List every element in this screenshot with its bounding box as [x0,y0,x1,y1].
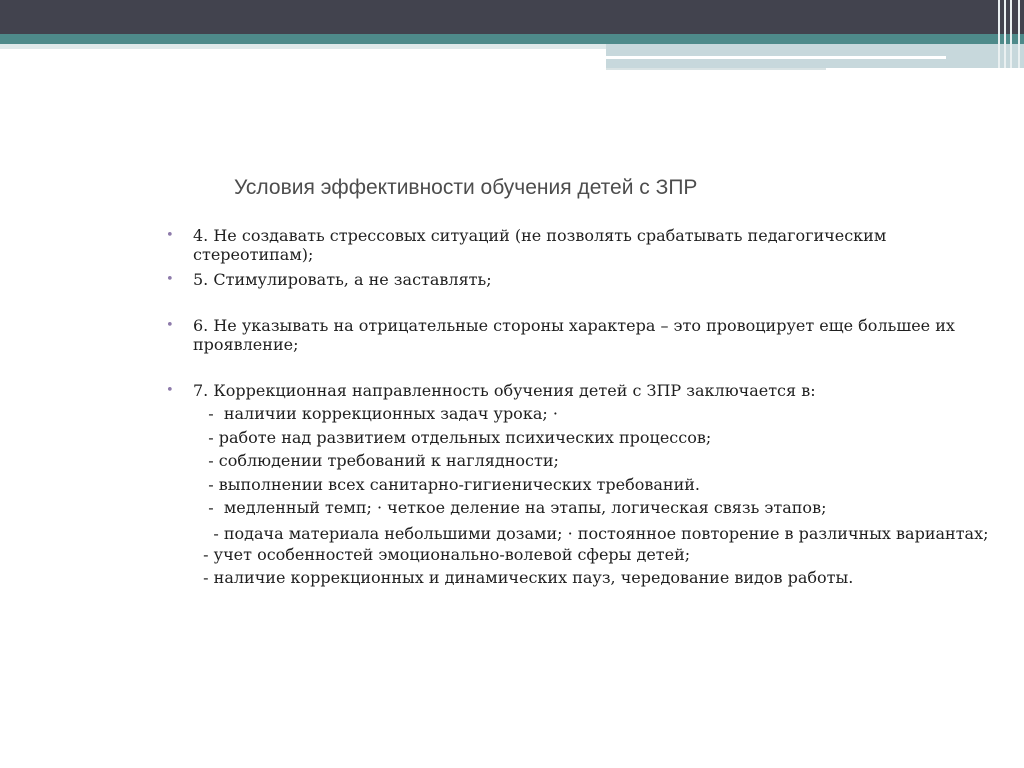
sub-item: - соблюдении требований к наглядности; [193,451,559,470]
item-text: 6. Не указывать на отрицательные стороны характера – это провоцирует еще большее их проявление; [193,316,955,354]
bullet-icon: • [166,272,174,287]
header-pale-stripe-left [0,44,606,49]
sub-item: - наличие коррекционных и динамических пауз, чередование видов работы. [193,568,854,587]
list-item [160,316,990,354]
bullet-icon: • [166,383,174,398]
header-teal-stripe [0,34,1024,44]
list-item [160,226,990,264]
sub-item: - выполнении всех санитарно-гигиенических требований. [193,474,700,494]
sub-item: - наличии коррекционных задач урока; · [193,404,558,423]
header-vertical-lines [996,0,1024,68]
list-item [160,381,990,590]
header-shadow-line [606,68,826,70]
list-item [160,270,990,289]
slide-content [160,226,990,596]
sub-item: - подача материала небольшими дозами; · постоянное повторение в различных вариантах; [193,523,989,543]
header-dark-bar [0,0,1024,34]
bullet-icon: • [166,228,174,243]
item-text: 5. Стимулировать, а не заставлять; [193,270,492,289]
item-text: 4. Не создавать стрессовых ситуаций (не позволять срабатывать педагогическим стереотипам); [193,226,887,264]
item-text: 7. Коррекционная направленность обучения детей с ЗПР заключается в: [193,381,816,400]
bullet-icon: • [166,318,174,333]
sub-item: - учет особенностей эмоционально-волевой сферы детей; [193,544,691,564]
header-white-line [606,56,946,59]
sub-item: - работе над развитием отдельных психических процессов; [193,427,712,447]
sub-item: - медленный темп; · четкое деление на этапы, логическая связь этапов; [193,498,827,517]
slide-title: Условия эффективности обучения детей с ЗПР [234,176,698,199]
